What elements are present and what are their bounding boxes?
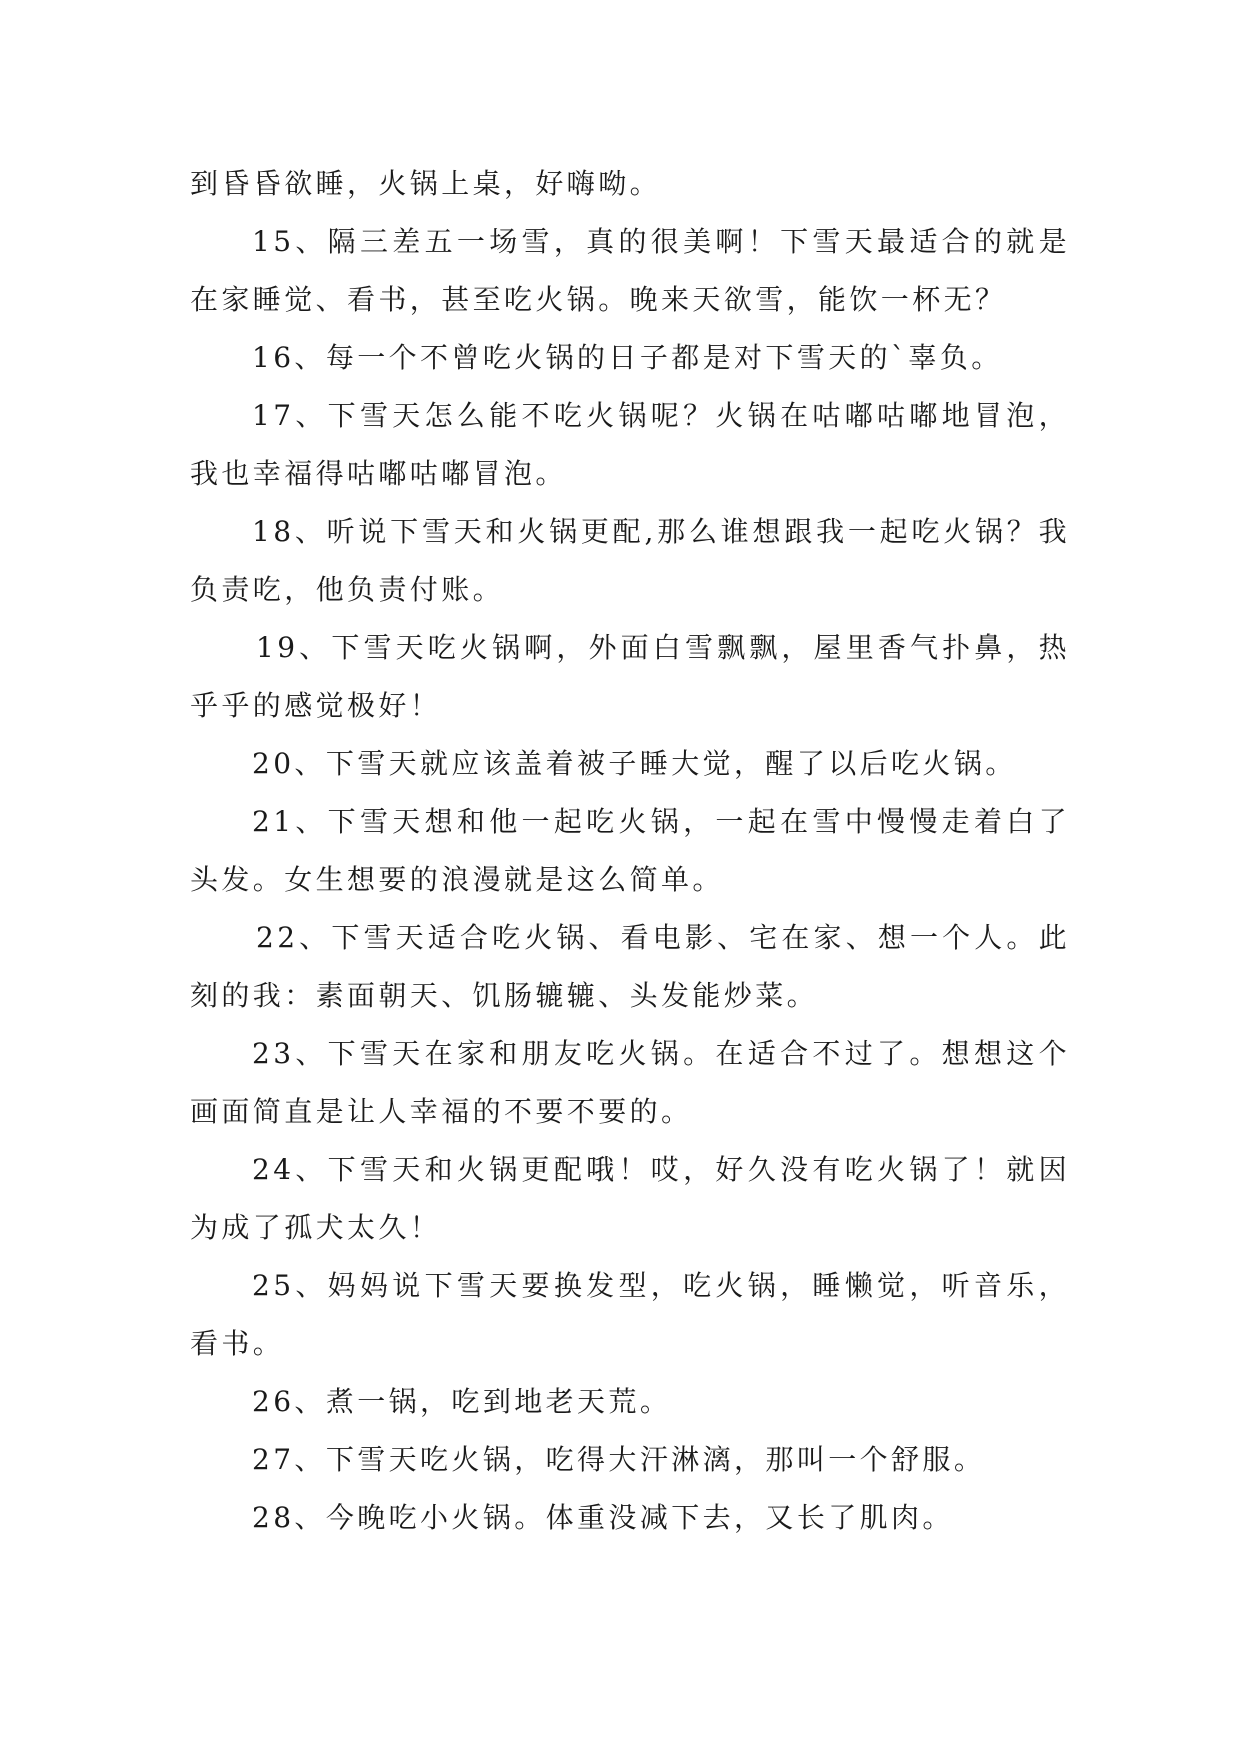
document-body xyxy=(190,155,1070,1547)
paragraph-item-17: 17、下雪天怎么能不吃火锅呢？火锅在咕嘟咕嘟地冒泡，我也幸福得咕嘟咕嘟冒泡。 xyxy=(190,399,1070,490)
paragraph-item-16: 16、每一个不曾吃火锅的日子都是对下雪天的`辜负。 xyxy=(252,341,1003,374)
paragraph-item-28: 28、今晚吃小火锅。体重没减下去，又长了肌肉。 xyxy=(252,1501,954,1534)
paragraph-item-20: 20、下雪天就应该盖着被子睡大觉，醒了以后吃火锅。 xyxy=(252,747,1017,780)
paragraph-continuation: 到昏昏欲睡，火锅上桌，好嗨呦。 xyxy=(190,167,662,200)
paragraph-item-23: 23、下雪天在家和朋友吃火锅。在适合不过了。想想这个画面简直是让人幸福的不要不要的。 xyxy=(190,1037,1070,1128)
paragraph-item-15: 15、隔三差五一场雪，真的很美啊！下雪天最适合的就是在家睡觉、看书，甚至吃火锅。晚来天欲雪，能饮一杯无？ xyxy=(190,225,1070,316)
paragraph-item-24: 24、下雪天和火锅更配哦！哎，好久没有吃火锅了！就因为成了孤犬太久！ xyxy=(190,1153,1070,1244)
paragraph-item-26: 26、煮一锅，吃到地老天荒。 xyxy=(252,1385,672,1418)
paragraph-item-27: 27、下雪天吃火锅，吃得大汗淋漓，那叫一个舒服。 xyxy=(252,1443,986,1476)
paragraph-item-19: 19、下雪天吃火锅啊，外面白雪飘飘，屋里香气扑鼻，热乎乎的感觉极好！ xyxy=(190,631,1070,722)
paragraph-item-21: 21、下雪天想和他一起吃火锅，一起在雪中慢慢走着白了头发。女生想要的浪漫就是这么简单。 xyxy=(190,805,1070,896)
paragraph-item-25: 25、妈妈说下雪天要换发型，吃火锅，睡懒觉，听音乐，看书。 xyxy=(190,1269,1070,1360)
paragraph-item-18: 18、听说下雪天和火锅更配,那么谁想跟我一起吃火锅？我负责吃，他负责付账。 xyxy=(190,515,1070,606)
paragraph-item-22: 22、下雪天适合吃火锅、看电影、宅在家、想一个人。此刻的我：素面朝天、饥肠辘辘、头发能炒菜。 xyxy=(190,921,1070,1012)
